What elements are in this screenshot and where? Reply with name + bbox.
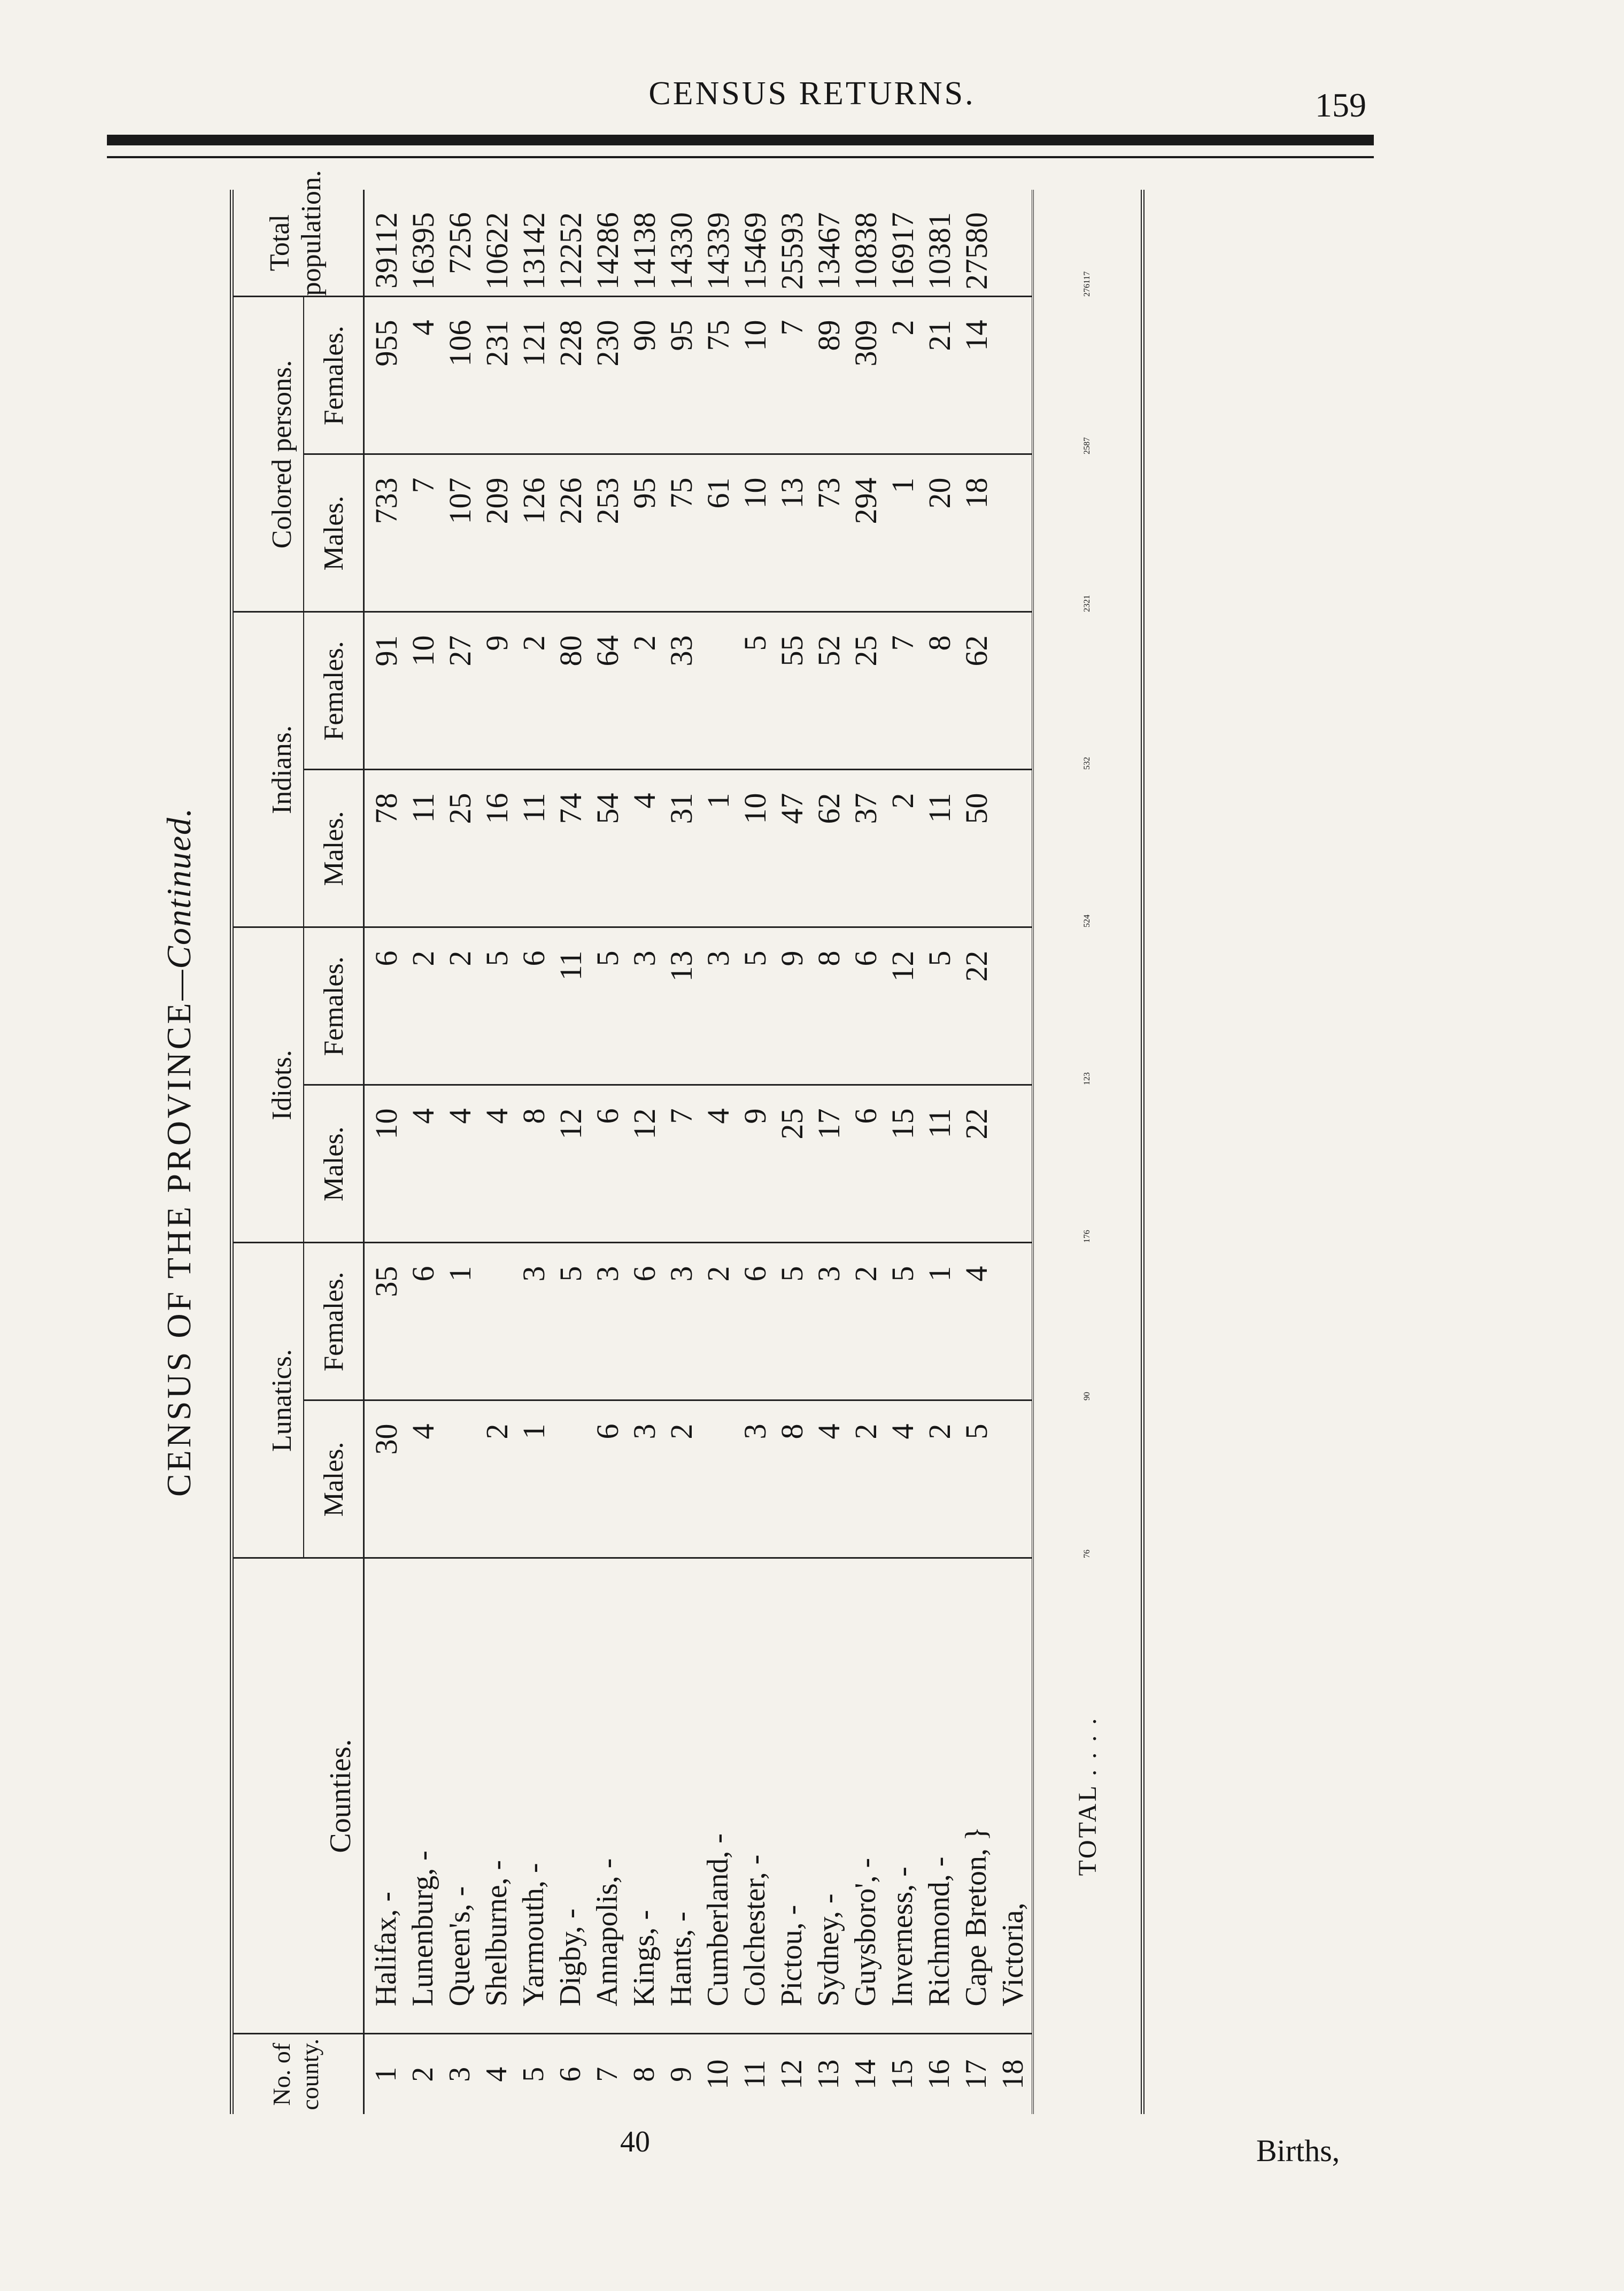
- lunatics-males-cell: 1: [515, 1400, 552, 1558]
- header-idiots-females: Females.: [304, 927, 364, 1085]
- indians-females-cell: 9: [478, 612, 515, 770]
- total-population-cell: 14286: [589, 190, 626, 297]
- table-row: [515, 190, 552, 2114]
- colored-females-cell: 309: [847, 297, 884, 454]
- colored-males-cell: 61: [700, 454, 737, 612]
- colored-females-cell: 106: [442, 297, 478, 454]
- head-rule-thin: [107, 156, 1374, 158]
- idiots-males-cell: 15: [884, 1085, 921, 1243]
- idiots-males-cell: 8: [515, 1085, 552, 1243]
- colored-females-cell: 231: [478, 297, 515, 454]
- idiots-males-cell: 7: [663, 1085, 700, 1243]
- header-indians-females: Females.: [304, 612, 364, 770]
- colored-females-cell: 21: [921, 297, 958, 454]
- colored-males-cell: 1: [884, 454, 921, 612]
- table-row: [995, 190, 1033, 2114]
- header-lunatics-males: Males.: [304, 1400, 364, 1558]
- header-colored-females: Females.: [304, 297, 364, 454]
- colored-females-cell: 228: [552, 297, 589, 454]
- lunatics-males-cell: 5: [958, 1400, 995, 1558]
- total-population-cell: 7256: [442, 190, 478, 297]
- lunatics-females-cell: 3: [810, 1243, 847, 1400]
- row-number-cell: 14: [849, 2059, 882, 2089]
- lunatics-females-cell: 3: [663, 1243, 700, 1400]
- lunatics-females-cell: 5: [774, 1243, 810, 1400]
- colored-males-cell: 73: [810, 454, 847, 612]
- row-number-cell: 9: [664, 2066, 698, 2082]
- row-number-cell: 10: [701, 2059, 734, 2089]
- idiots-females-cell: 6: [515, 927, 552, 1085]
- lunatics-males-cell: 4: [884, 1400, 921, 1558]
- row-number-cell: 8: [628, 2066, 661, 2082]
- idiots-females-cell: 3: [626, 927, 663, 1085]
- total-population-cell: 10381: [921, 190, 958, 297]
- colored-females-cell: 90: [626, 297, 663, 454]
- row-number-cell: 12: [775, 2059, 808, 2089]
- row-number-cell: 17: [960, 2059, 993, 2089]
- indians-males-cell: 11: [405, 770, 442, 927]
- header-counties: Counties.: [232, 1558, 364, 2034]
- indians-males-cell: 4: [626, 770, 663, 927]
- census-grid: [230, 170, 1144, 2114]
- table-row: [958, 190, 995, 2114]
- colored-females-cell: 955: [364, 297, 405, 454]
- rotated-table-block: [150, 170, 1326, 2114]
- idiots-males-cell: 12: [626, 1085, 663, 1243]
- head-rule-thick: [107, 135, 1374, 145]
- lunatics-males-cell: 2: [847, 1400, 884, 1558]
- colored-females-cell: 75: [700, 297, 737, 454]
- idiots-males-cell: 11: [921, 1085, 958, 1243]
- county-name-cell: Richmond, -: [921, 1558, 958, 2034]
- lunatics-females-cell: 3: [515, 1243, 552, 1400]
- signature-mark: 40: [620, 2125, 650, 2158]
- county-name-cell: Kings, -: [626, 1558, 663, 2034]
- indians-males-cell: 2: [884, 770, 921, 927]
- lunatics-males-cell: [995, 1400, 1033, 1558]
- header-lunatics-females: Females.: [304, 1243, 364, 1400]
- caption-title: CENSUS OF THE PROVINCE: [160, 1000, 198, 1497]
- idiots-females-cell: 5: [737, 927, 774, 1085]
- colored-males-cell: 126: [515, 454, 552, 612]
- running-head: CENSUS RETURNS.: [648, 75, 976, 112]
- total-population-cell: 14339: [700, 190, 737, 297]
- indians-males-cell: 50: [958, 770, 995, 927]
- lunatics-females-cell: 5: [552, 1243, 589, 1400]
- header-lunatics: Lunatics.: [232, 1243, 304, 1558]
- lunatics-males-cell: 3: [626, 1400, 663, 1558]
- totals-colored-females: 2587: [1033, 297, 1143, 454]
- lunatics-females-cell: 6: [626, 1243, 663, 1400]
- total-population-cell: 25593: [774, 190, 810, 297]
- county-name-cell: Hants, -: [663, 1558, 700, 2034]
- census-table: [230, 170, 1144, 2114]
- colored-males-cell: 95: [626, 454, 663, 612]
- table-row: [442, 190, 478, 2114]
- colored-males-cell: 733: [364, 454, 405, 612]
- total-population-cell: 27580: [958, 190, 995, 297]
- lunatics-females-cell: 35: [364, 1243, 405, 1400]
- header-idiots: Idiots.: [232, 927, 304, 1243]
- colored-females-cell: 95: [663, 297, 700, 454]
- county-name-cell: Annapolis, -: [589, 1558, 626, 2034]
- header-idiots-males: Males.: [304, 1085, 364, 1243]
- table-row: [364, 190, 405, 2114]
- table-row: [700, 190, 737, 2114]
- table-row: [921, 190, 958, 2114]
- indians-females-cell: 55: [774, 612, 810, 770]
- catchword: Births,: [1256, 2133, 1340, 2168]
- lunatics-females-cell: 5: [884, 1243, 921, 1400]
- indians-females-cell: 2: [515, 612, 552, 770]
- row-number-cell: 16: [923, 2059, 956, 2089]
- total-population-cell: 14138: [626, 190, 663, 297]
- indians-females-cell: 25: [847, 612, 884, 770]
- county-name-cell: Cumberland, -: [700, 1558, 737, 2034]
- row-number-cell: 2: [406, 2066, 439, 2082]
- totals-colored-males: 2321: [1033, 454, 1143, 612]
- indians-males-cell: 31: [663, 770, 700, 927]
- indians-females-cell: 5: [737, 612, 774, 770]
- header-colored-persons: Colored persons.: [232, 297, 304, 612]
- table-row: [552, 190, 589, 2114]
- county-name-cell: Victoria,: [995, 1558, 1033, 2034]
- indians-females-cell: 80: [552, 612, 589, 770]
- county-name-cell: Queen's, -: [442, 1558, 478, 2034]
- row-number-cell: 13: [812, 2059, 845, 2089]
- idiots-females-cell: 5: [589, 927, 626, 1085]
- idiots-females-cell: 2: [442, 927, 478, 1085]
- idiots-males-cell: 22: [958, 1085, 995, 1243]
- lunatics-males-cell: 8: [774, 1400, 810, 1558]
- lunatics-males-cell: [552, 1400, 589, 1558]
- totals-total-population: 276117: [1033, 190, 1143, 297]
- indians-females-cell: [700, 612, 737, 770]
- indians-females-cell: 52: [810, 612, 847, 770]
- row-number-cell: 5: [517, 2066, 550, 2082]
- totals-lunatics-males: 76: [1033, 1400, 1143, 1558]
- table-row: [663, 190, 700, 2114]
- colored-males-cell: 75: [663, 454, 700, 612]
- county-name-cell: Yarmouth, -: [515, 1558, 552, 2034]
- totals-indians-males: 524: [1033, 770, 1143, 927]
- indians-females-cell: 10: [405, 612, 442, 770]
- county-rows: [364, 190, 1033, 2114]
- indians-males-cell: 25: [442, 770, 478, 927]
- idiots-females-cell: 6: [364, 927, 405, 1085]
- lunatics-males-cell: 2: [921, 1400, 958, 1558]
- row-number-cell: 3: [443, 2066, 476, 2082]
- indians-males-cell: 37: [847, 770, 884, 927]
- indians-females-cell: 27: [442, 612, 478, 770]
- colored-males-cell: [995, 454, 1033, 612]
- indians-females-cell: 8: [921, 612, 958, 770]
- total-population-cell: 15469: [737, 190, 774, 297]
- county-name-cell: Sydney, -: [810, 1558, 847, 2034]
- idiots-males-cell: 6: [847, 1085, 884, 1243]
- lunatics-males-cell: 2: [478, 1400, 515, 1558]
- idiots-females-cell: 2: [405, 927, 442, 1085]
- colored-females-cell: 2: [884, 297, 921, 454]
- indians-males-cell: 54: [589, 770, 626, 927]
- lunatics-females-cell: 2: [700, 1243, 737, 1400]
- colored-males-cell: 209: [478, 454, 515, 612]
- idiots-males-cell: 6: [589, 1085, 626, 1243]
- colored-males-cell: 7: [405, 454, 442, 612]
- idiots-males-cell: 25: [774, 1085, 810, 1243]
- colored-females-cell: 230: [589, 297, 626, 454]
- table-row: [810, 190, 847, 2114]
- table-row: [405, 190, 442, 2114]
- idiots-males-cell: 4: [700, 1085, 737, 1243]
- idiots-males-cell: 9: [737, 1085, 774, 1243]
- lunatics-males-cell: 4: [810, 1400, 847, 1558]
- total-population-cell: [995, 190, 1033, 297]
- colored-males-cell: 253: [589, 454, 626, 612]
- idiots-females-cell: 6: [847, 927, 884, 1085]
- colored-males-cell: 18: [958, 454, 995, 612]
- county-name-cell: Pictou, -: [774, 1558, 810, 2034]
- indians-males-cell: [995, 770, 1033, 927]
- indians-males-cell: 1: [700, 770, 737, 927]
- header-colored-males: Males.: [304, 454, 364, 612]
- total-population-cell: 10838: [847, 190, 884, 297]
- lunatics-females-cell: [995, 1243, 1033, 1400]
- table-row: [847, 190, 884, 2114]
- header-indians: Indians.: [232, 612, 304, 927]
- lunatics-males-cell: 4: [405, 1400, 442, 1558]
- county-name-cell: Digby, -: [552, 1558, 589, 2034]
- header-indians-males: Males.: [304, 770, 364, 927]
- table-row: [737, 190, 774, 2114]
- idiots-females-cell: 11: [552, 927, 589, 1085]
- indians-females-cell: [995, 612, 1033, 770]
- lunatics-females-cell: 1: [442, 1243, 478, 1400]
- caption-continued: —Continued.: [160, 807, 198, 1001]
- row-number-cell: 6: [554, 2066, 587, 2082]
- lunatics-males-cell: [442, 1400, 478, 1558]
- lunatics-males-cell: 3: [737, 1400, 774, 1558]
- idiots-females-cell: 22: [958, 927, 995, 1085]
- idiots-males-cell: 4: [442, 1085, 478, 1243]
- row-number-cell: 4: [480, 2066, 513, 2082]
- indians-males-cell: 11: [515, 770, 552, 927]
- table-row: [626, 190, 663, 2114]
- totals-idiots-males: 176: [1033, 1085, 1143, 1243]
- county-name-cell: Inverness, -: [884, 1558, 921, 2034]
- table-caption: [159, 190, 199, 2114]
- totals-indians-females: 532: [1033, 612, 1143, 770]
- lunatics-males-cell: 6: [589, 1400, 626, 1558]
- idiots-males-cell: [995, 1085, 1033, 1243]
- colored-males-cell: 20: [921, 454, 958, 612]
- header-no-of-county: No. of county.: [232, 2034, 364, 2114]
- lunatics-females-cell: 3: [589, 1243, 626, 1400]
- indians-females-cell: 7: [884, 612, 921, 770]
- table-row: [774, 190, 810, 2114]
- total-population-cell: 13142: [515, 190, 552, 297]
- colored-males-cell: 10: [737, 454, 774, 612]
- row-number-cell: 7: [591, 2066, 624, 2082]
- colored-females-cell: 121: [515, 297, 552, 454]
- colored-females-cell: 89: [810, 297, 847, 454]
- total-population-cell: 16395: [405, 190, 442, 297]
- lunatics-females-cell: 6: [737, 1243, 774, 1400]
- idiots-females-cell: 9: [774, 927, 810, 1085]
- colored-males-cell: 226: [552, 454, 589, 612]
- row-number-cell: 1: [369, 2066, 403, 2082]
- indians-females-cell: 33: [663, 612, 700, 770]
- idiots-males-cell: 17: [810, 1085, 847, 1243]
- idiots-females-cell: 8: [810, 927, 847, 1085]
- total-population-cell: 10622: [478, 190, 515, 297]
- idiots-females-cell: 12: [884, 927, 921, 1085]
- indians-males-cell: 11: [921, 770, 958, 927]
- colored-males-cell: 13: [774, 454, 810, 612]
- idiots-males-cell: 4: [478, 1085, 515, 1243]
- total-population-cell: 14330: [663, 190, 700, 297]
- indians-males-cell: 10: [737, 770, 774, 927]
- county-name-cell: Shelburne, -: [478, 1558, 515, 2034]
- totals-no-cell: [1033, 2034, 1143, 2114]
- county-name-cell: Lunenburg, -: [405, 1558, 442, 2034]
- row-number-cell: 18: [996, 2059, 1030, 2089]
- colored-females-cell: 14: [958, 297, 995, 454]
- lunatics-males-cell: 2: [663, 1400, 700, 1558]
- colored-females-cell: 10: [737, 297, 774, 454]
- indians-females-cell: 91: [364, 612, 405, 770]
- table-row: [478, 190, 515, 2114]
- totals-row: [1033, 190, 1143, 2114]
- total-population-cell: 39112: [364, 190, 405, 297]
- indians-females-cell: 64: [589, 612, 626, 770]
- indians-males-cell: 62: [810, 770, 847, 927]
- page-number: 159: [1315, 86, 1366, 124]
- table-row: [884, 190, 921, 2114]
- row-number-cell: 15: [886, 2059, 919, 2089]
- lunatics-males-cell: [700, 1400, 737, 1558]
- indians-males-cell: 78: [364, 770, 405, 927]
- lunatics-females-cell: 1: [921, 1243, 958, 1400]
- total-population-cell: 12252: [552, 190, 589, 297]
- totals-idiots-females: 123: [1033, 927, 1143, 1085]
- table-row: [589, 190, 626, 2114]
- colored-females-cell: [995, 297, 1033, 454]
- county-name-cell: Halifax, -: [364, 1558, 405, 2034]
- lunatics-females-cell: 6: [405, 1243, 442, 1400]
- indians-males-cell: 47: [774, 770, 810, 927]
- colored-females-cell: 4: [405, 297, 442, 454]
- idiots-males-cell: 4: [405, 1085, 442, 1243]
- indians-males-cell: 74: [552, 770, 589, 927]
- indians-females-cell: 62: [958, 612, 995, 770]
- colored-males-cell: 294: [847, 454, 884, 612]
- idiots-females-cell: 5: [921, 927, 958, 1085]
- lunatics-females-cell: [478, 1243, 515, 1400]
- idiots-males-cell: 10: [364, 1085, 405, 1243]
- header-total-population: Total population.: [232, 190, 364, 297]
- lunatics-females-cell: 4: [958, 1243, 995, 1400]
- totals-label: TOTAL . . . .: [1033, 1558, 1143, 2034]
- colored-females-cell: 7: [774, 297, 810, 454]
- idiots-females-cell: 3: [700, 927, 737, 1085]
- indians-males-cell: 16: [478, 770, 515, 927]
- total-population-cell: 13467: [810, 190, 847, 297]
- indians-females-cell: 2: [626, 612, 663, 770]
- colored-males-cell: 107: [442, 454, 478, 612]
- county-name-cell: Cape Breton, }: [958, 1558, 995, 2034]
- idiots-females-cell: [995, 927, 1033, 1085]
- idiots-females-cell: 13: [663, 927, 700, 1085]
- total-population-cell: 16917: [884, 190, 921, 297]
- totals-lunatics-females: 90: [1033, 1243, 1143, 1400]
- idiots-males-cell: 12: [552, 1085, 589, 1243]
- county-name-cell: Colchester, -: [737, 1558, 774, 2034]
- lunatics-males-cell: 30: [364, 1400, 405, 1558]
- row-number-cell: 11: [738, 2060, 771, 2089]
- county-name-cell: Guysboro', -: [847, 1558, 884, 2034]
- lunatics-females-cell: 2: [847, 1243, 884, 1400]
- idiots-females-cell: 5: [478, 927, 515, 1085]
